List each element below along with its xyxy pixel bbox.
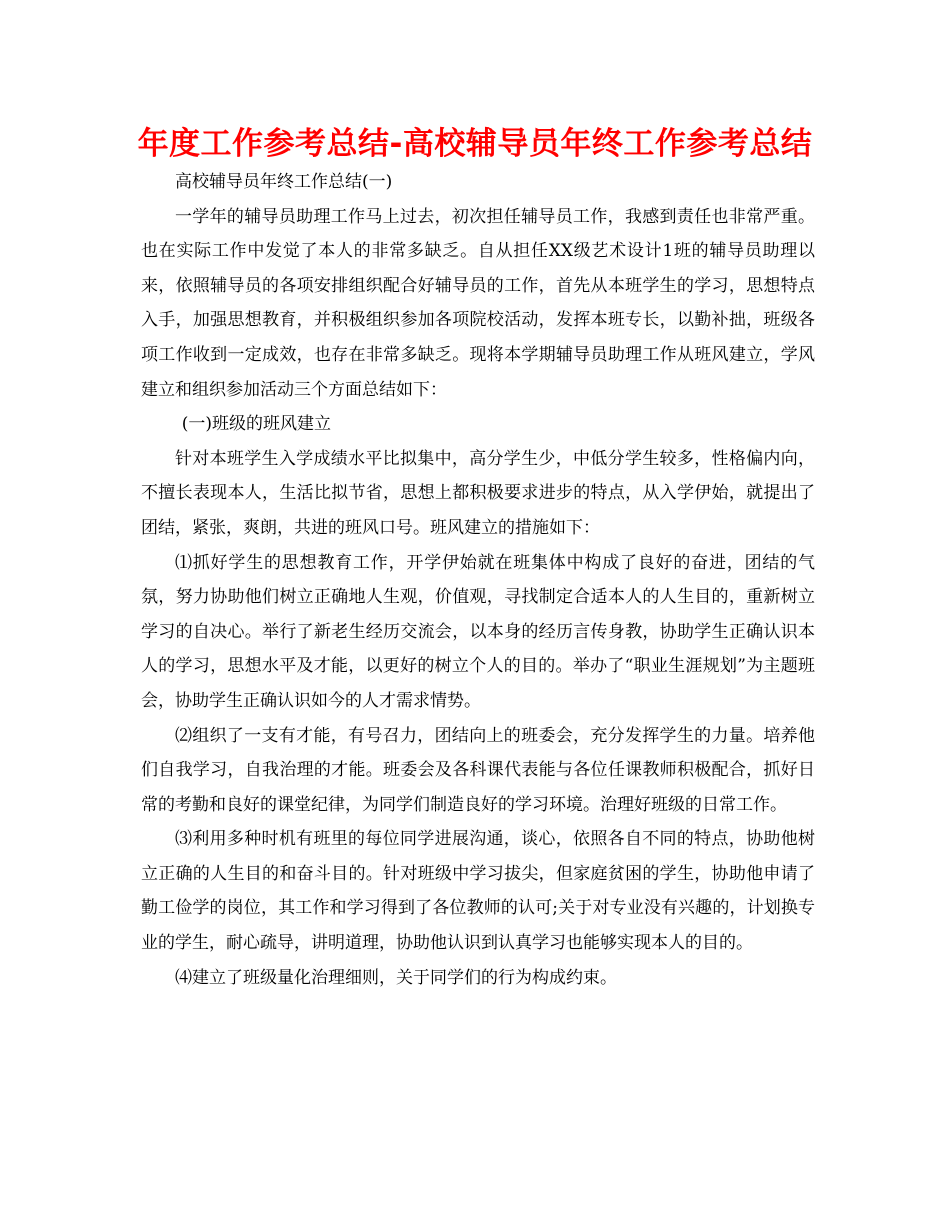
subsection-heading: (一)班级的班风建立 (181, 414, 332, 435)
document-body (141, 165, 815, 995)
paragraph-item-4: ⑷建立了班级量化治理细则，关于同学们的行为构成约束。 (175, 967, 617, 988)
paragraph-intro: 一学年的辅导员助理工作马上过去，初次担任辅导员工作，我感到责任也非常严重。也在实际工作中发觉了本人的非常多缺乏。自从担任XX级艺术设计1班的辅导员助理以来，依照辅导员的各项安排组织配合好辅导员的工作，首先从本班学生的学习，思想特点入手，加强思想教育，并积极组织参加各项院校活动，发挥本班专长，以勤补拙，班级各项工作收到一定成效，也存在非常多缺乏。现将本学期辅导员助理工作从班风建立，学风建立和组织参加活动三个方面总结如下： (141, 206, 815, 400)
paragraph-class-style: 针对本班学生入学成绩水平比拟集中，高分学生少，中低分学生较多，性格偏内向，不擅长表现本人，生活比拟节省，思想上都积极要求进步的特点，从入学伊始，就提出了团结，紧张，爽朗，共进的班风口号。班风建立的措施如下： (141, 448, 815, 538)
paragraph-item-1: ⑴抓好学生的思想教育工作，开学伊始就在班集体中构成了良好的奋进，团结的气氛，努力协助他们树立正确地人生观，价值观，寻找制定合适本人的人生目的，重新树立学习的自决心。举行了新老生经历交流会，以本身的经历言传身教，协助学生正确认识本人的学习，思想水平及才能，以更好的树立个人的目的。举办了“职业生涯规划”为主题班会，协助学生正确认识如今的人才需求情势。 (141, 552, 815, 711)
document-title: 年度工作参考总结-高校辅导员年终工作参考总结 (137, 126, 813, 162)
paragraph-item-2: ⑵组织了一支有才能，有号召力，团结向上的班委会，充分发挥学生的力量。培养他们自我学习，自我治理的才能。班委会及各科课代表能与各位任课教师积极配合，抓好日常的考勤和良好的课堂纪律，为同学们制造良好的学习环境。治理好班级的日常工作。 (141, 725, 815, 815)
section-heading: 高校辅导员年终工作总结(一) (175, 172, 393, 192)
paragraph-item-3: ⑶利用多种时机有班里的每位同学进展沟通，谈心，依照各自不同的特点，协助他树立正确的人生目的和奋斗目的。针对班级中学习拔尖，但家庭贫困的学生，协助他申请了勤工俭学的岗位，其工作和学习得到了各位教师的认可;关于对专业没有兴趣的，计划换专业的学生，耐心疏导，讲明道理，协助他认识到认真学习也能够实现本人的目的。 (141, 829, 815, 954)
